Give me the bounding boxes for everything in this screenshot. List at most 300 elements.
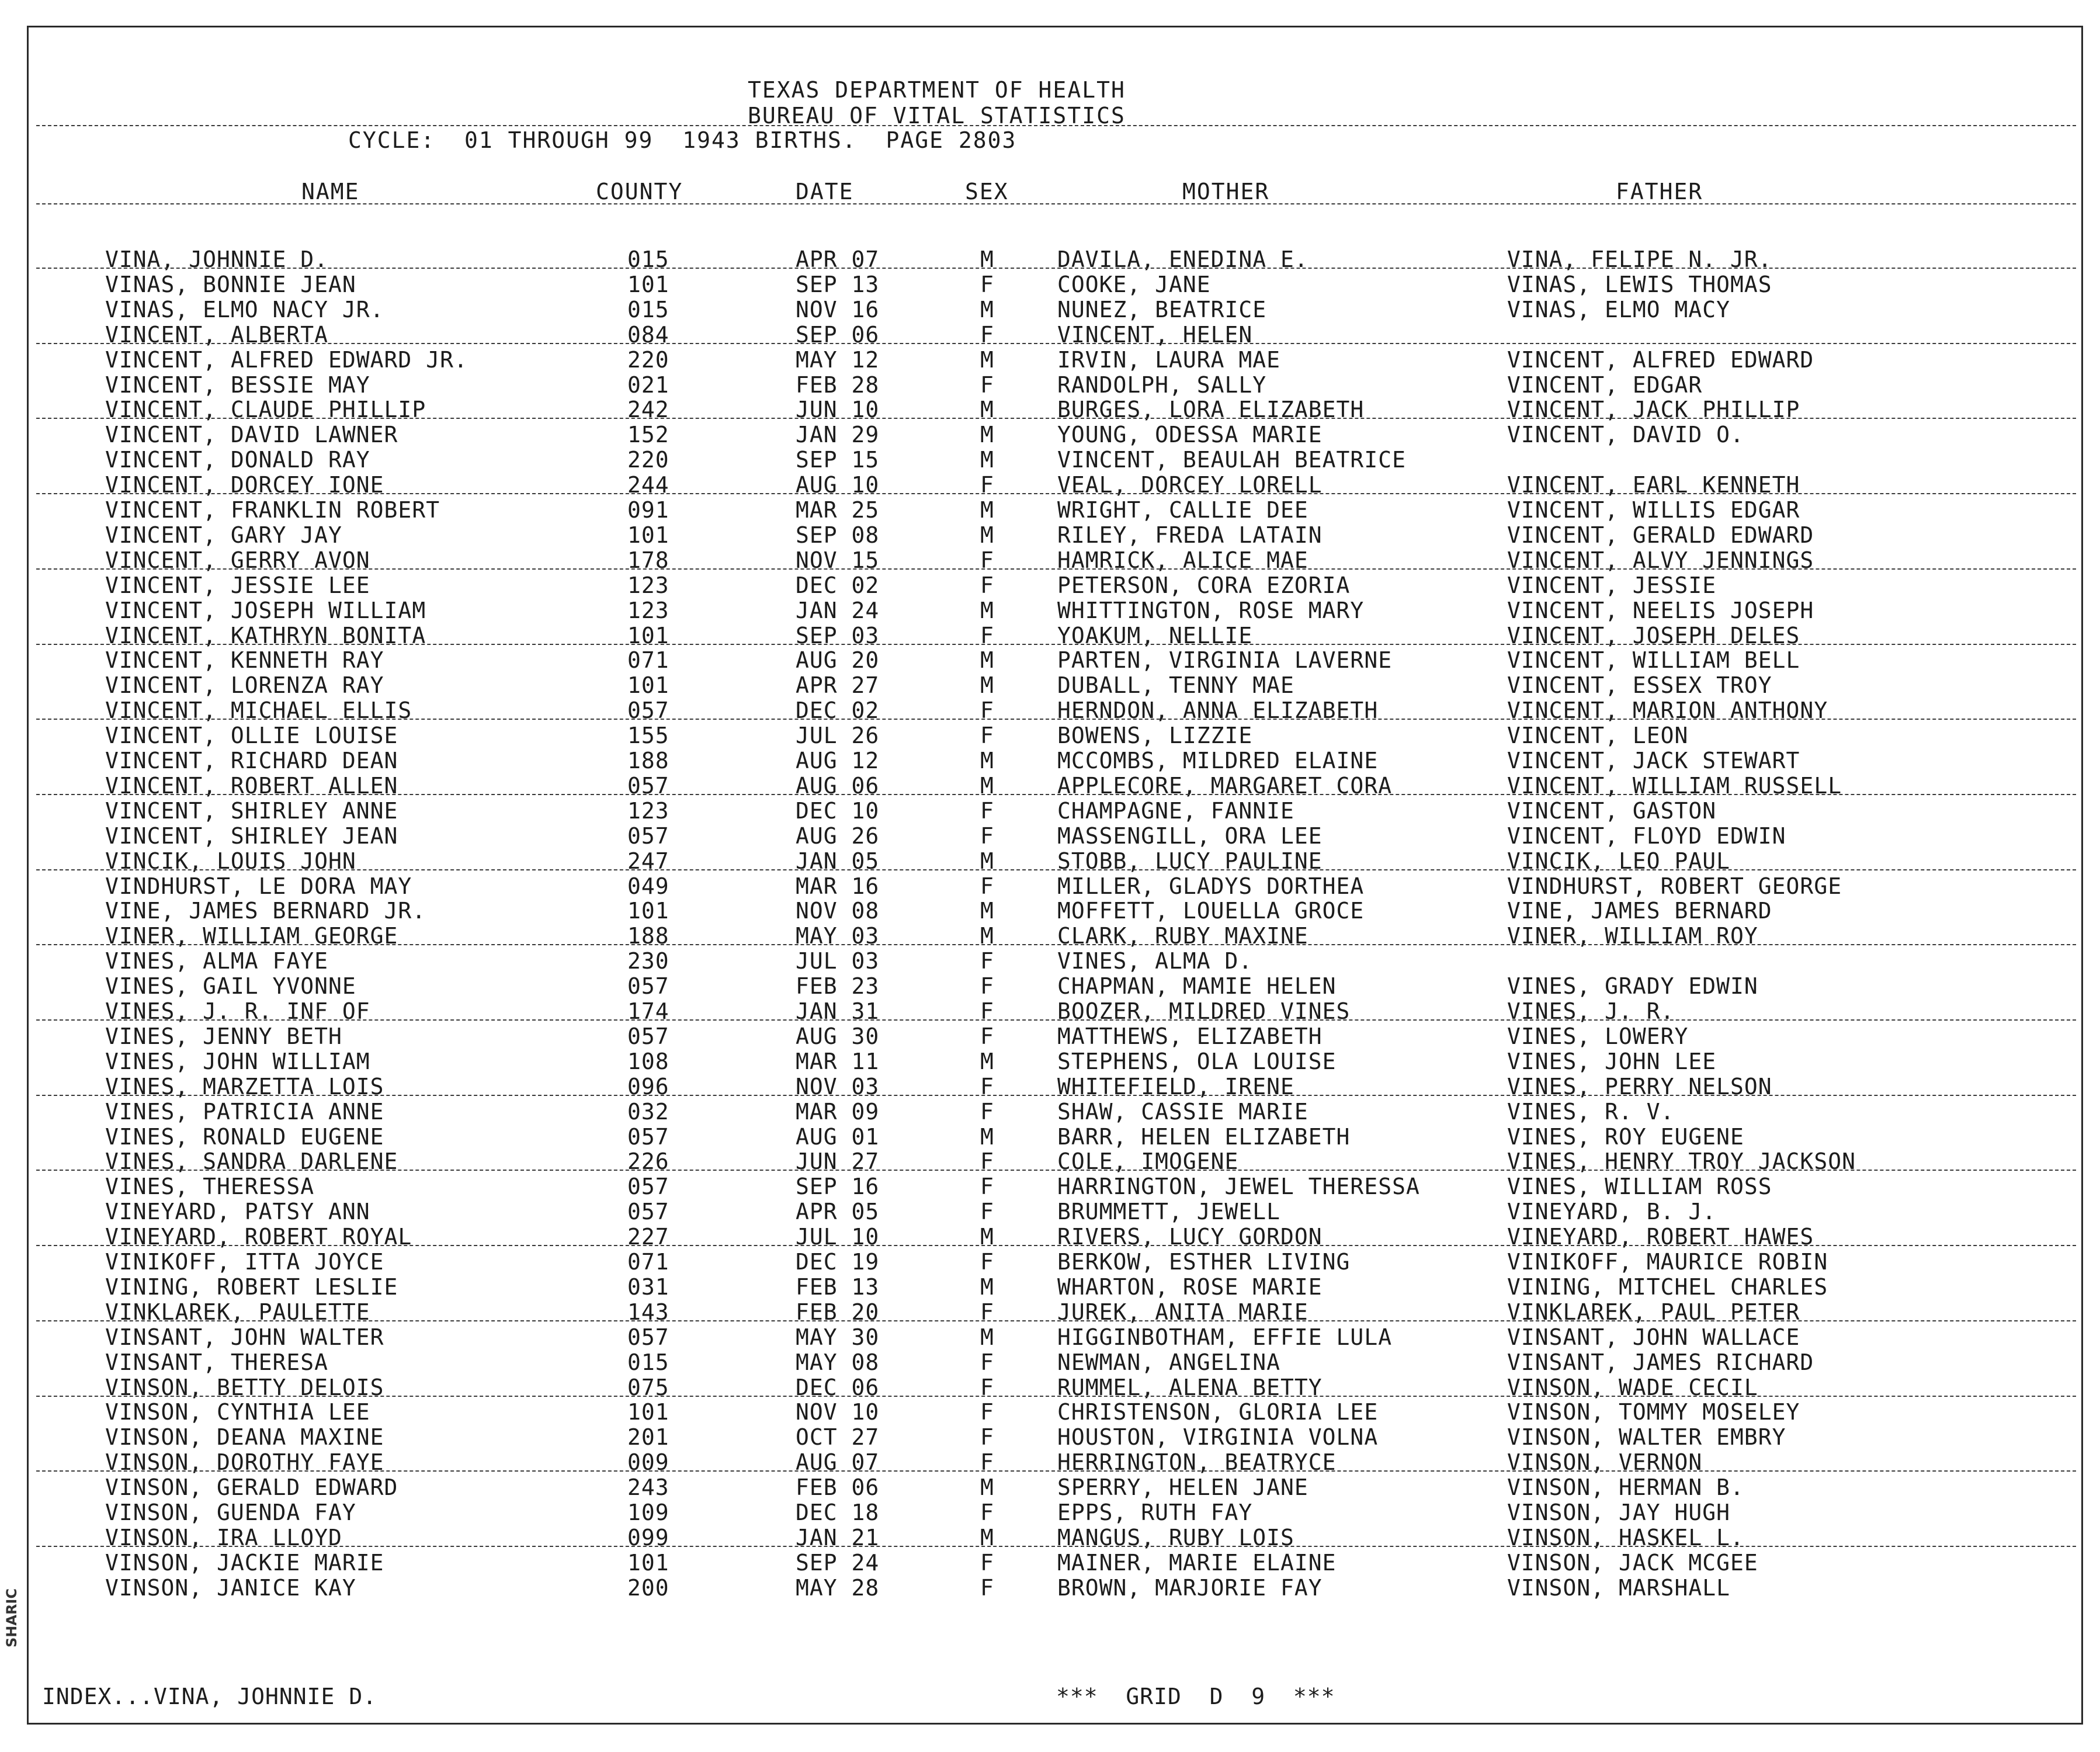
- record-county: 031: [627, 1274, 669, 1300]
- record-sex: M: [980, 1124, 994, 1150]
- record-father: VINE, JAMES BERNARD: [1507, 898, 1772, 924]
- record-county: 021: [627, 372, 669, 398]
- record-mother: MOFFETT, LOUELLA GROCE: [1057, 898, 1365, 924]
- column-county-heading: COUNTY: [596, 179, 683, 204]
- record-sex: F: [980, 1099, 994, 1125]
- record-father: VINCENT, GASTON: [1507, 798, 1717, 824]
- report-title: TEXAS DEPARTMENT OF HEALTH: [748, 77, 1126, 103]
- record-county: 101: [627, 623, 669, 648]
- record-date: JUN 10: [796, 397, 880, 422]
- record-sex: F: [980, 1174, 994, 1199]
- form-rule: [36, 1019, 2076, 1021]
- record-name: VINSON, GERALD EDWARD: [105, 1475, 398, 1500]
- record-date: JAN 31: [796, 998, 880, 1024]
- record-name: VINCENT, ROBERT ALLEN: [105, 773, 398, 799]
- record-name: VINES, JOHN WILLIAM: [105, 1049, 370, 1074]
- record-name: VINES, SANDRA DARLENE: [105, 1149, 398, 1174]
- record-mother: RANDOLPH, SALLY: [1057, 372, 1267, 398]
- record-father: VINSON, WADE CECIL: [1507, 1375, 1758, 1400]
- record-county: 099: [627, 1525, 669, 1550]
- record-name: VINCENT, RICHARD DEAN: [105, 748, 398, 773]
- record-mother: NEWMAN, ANGELINA: [1057, 1349, 1281, 1375]
- record-mother: SHAW, CASSIE MARIE: [1057, 1099, 1308, 1125]
- record-sex: F: [980, 623, 994, 648]
- record-mother: PARTEN, VIRGINIA LAVERNE: [1057, 647, 1393, 673]
- record-sex: F: [980, 1024, 994, 1049]
- record-mother: HIGGINBOTHAM, EFFIE LULA: [1057, 1324, 1393, 1350]
- record-mother: BURGES, LORA ELIZABETH: [1057, 397, 1365, 422]
- record-father: VINCENT, WILLIAM RUSSELL: [1507, 773, 1842, 799]
- record-date: MAY 12: [796, 347, 880, 373]
- record-sex: M: [980, 347, 994, 373]
- record-county: 091: [627, 497, 669, 523]
- record-county: 057: [627, 973, 669, 999]
- record-mother: CHAPMAN, MAMIE HELEN: [1057, 973, 1337, 999]
- record-father: VINCIK, LEO PAUL: [1507, 848, 1731, 874]
- record-mother: HERRINGTON, BEATRYCE: [1057, 1449, 1337, 1475]
- record-father: VINCENT, MARION ANTHONY: [1507, 698, 1828, 723]
- record-father: VINCENT, ALFRED EDWARD: [1507, 347, 1814, 373]
- record-mother: MAINER, MARIE ELAINE: [1057, 1550, 1337, 1576]
- record-mother: BROWN, MARJORIE FAY: [1057, 1575, 1323, 1601]
- record-father: VINCENT, WILLIS EDGAR: [1507, 497, 1800, 523]
- record-date: FEB 13: [796, 1274, 880, 1300]
- record-mother: RUMMEL, ALENA BETTY: [1057, 1375, 1323, 1400]
- record-mother: YOAKUM, NELLIE: [1057, 623, 1253, 648]
- record-mother: EPPS, RUTH FAY: [1057, 1500, 1253, 1525]
- form-rule: [36, 268, 2076, 269]
- record-father: VINSON, HASKEL L.: [1507, 1525, 1744, 1550]
- record-sex: M: [980, 247, 994, 272]
- record-sex: F: [980, 798, 994, 824]
- record-name: VINING, ROBERT LESLIE: [105, 1274, 398, 1300]
- record-mother: STEPHENS, OLA LOUISE: [1057, 1049, 1337, 1074]
- record-father: VINSANT, JAMES RICHARD: [1507, 1349, 1814, 1375]
- form-rule: [36, 1396, 2076, 1397]
- record-father: VINES, J. R.: [1507, 998, 1675, 1024]
- record-father: VINEYARD, ROBERT HAWES: [1507, 1224, 1814, 1250]
- record-father: VINDHURST, ROBERT GEORGE: [1507, 873, 1842, 899]
- record-name: VINCENT, FRANKLIN ROBERT: [105, 497, 440, 523]
- record-father: VINSANT, JOHN WALLACE: [1507, 1324, 1800, 1350]
- record-sex: F: [980, 372, 994, 398]
- record-county: 096: [627, 1074, 669, 1099]
- record-father: VINCENT, JOSEPH DELES: [1507, 623, 1800, 648]
- record-name: VINSON, CYNTHIA LEE: [105, 1399, 370, 1425]
- record-name: VINCENT, DAVID LAWNER: [105, 422, 398, 447]
- record-mother: RILEY, FREDA LATAIN: [1057, 522, 1323, 548]
- record-father: VINSON, VERNON: [1507, 1449, 1703, 1475]
- record-name: VINCIK, LOUIS JOHN: [105, 848, 356, 874]
- record-father: VINA, FELIPE N. JR.: [1507, 247, 1772, 272]
- record-sex: M: [980, 923, 994, 949]
- record-date: SEP 13: [796, 272, 880, 297]
- index-line: INDEX...VINA, JOHNNIE D.: [42, 1684, 377, 1709]
- record-date: FEB 28: [796, 372, 880, 398]
- record-father: VINCENT, GERALD EDWARD: [1507, 522, 1814, 548]
- record-sex: F: [980, 948, 994, 974]
- record-date: JAN 24: [796, 598, 880, 623]
- record-name: VINES, RONALD EUGENE: [105, 1124, 384, 1150]
- record-father: VINSON, MARSHALL: [1507, 1575, 1731, 1601]
- record-sex: F: [980, 1449, 994, 1475]
- record-name: VINES, THERESSA: [105, 1174, 315, 1199]
- record-father: VINER, WILLIAM ROY: [1507, 923, 1758, 949]
- record-date: APR 05: [796, 1199, 880, 1224]
- record-date: SEP 15: [796, 447, 880, 473]
- record-sex: M: [980, 672, 994, 698]
- record-date: MAR 25: [796, 497, 880, 523]
- record-name: VINES, PATRICIA ANNE: [105, 1099, 384, 1125]
- record-father: VINAS, LEWIS THOMAS: [1507, 272, 1772, 297]
- record-date: JAN 29: [796, 422, 880, 447]
- record-mother: BARR, HELEN ELIZABETH: [1057, 1124, 1351, 1150]
- record-county: 123: [627, 798, 669, 824]
- record-sex: F: [980, 272, 994, 297]
- record-sex: M: [980, 422, 994, 447]
- record-father: VINKLAREK, PAUL PETER: [1507, 1299, 1800, 1325]
- record-mother: VINCENT, HELEN: [1057, 322, 1253, 348]
- record-mother: HOUSTON, VIRGINIA VOLNA: [1057, 1424, 1379, 1450]
- record-name: VINSON, DOROTHY FAYE: [105, 1449, 384, 1475]
- record-sex: F: [980, 973, 994, 999]
- report-subtitle: BUREAU OF VITAL STATISTICS: [748, 103, 1126, 129]
- record-date: NOV 03: [796, 1074, 880, 1099]
- record-county: 101: [627, 522, 669, 548]
- form-rule: [36, 418, 2076, 419]
- record-name: VINES, JENNY BETH: [105, 1024, 342, 1049]
- header-rule: [36, 125, 2076, 126]
- record-date: SEP 03: [796, 623, 880, 648]
- record-mother: BERKOW, ESTHER LIVING: [1057, 1249, 1351, 1275]
- form-rule: [36, 568, 2076, 570]
- record-mother: APPLECORE, MARGARET CORA: [1057, 773, 1393, 799]
- record-county: 123: [627, 598, 669, 623]
- record-father: VINCENT, NEELIS JOSEPH: [1507, 598, 1814, 623]
- record-date: FEB 23: [796, 973, 880, 999]
- record-sex: M: [980, 1049, 994, 1074]
- record-date: OCT 27: [796, 1424, 880, 1450]
- record-county: 123: [627, 573, 669, 598]
- record-county: 188: [627, 748, 669, 773]
- record-sex: F: [980, 873, 994, 899]
- record-sex: M: [980, 773, 994, 799]
- record-county: 201: [627, 1424, 669, 1450]
- form-rule: [36, 1546, 2076, 1547]
- record-father: VINCENT, JACK STEWART: [1507, 748, 1800, 773]
- record-county: 152: [627, 422, 669, 447]
- form-rule: [36, 794, 2076, 795]
- record-father: VINCENT, WILLIAM BELL: [1507, 647, 1800, 673]
- record-county: 220: [627, 347, 669, 373]
- record-mother: CHAMPAGNE, FANNIE: [1057, 798, 1294, 824]
- record-name: VINIKOFF, ITTA JOYCE: [105, 1249, 384, 1275]
- column-mother-heading: MOTHER: [1182, 179, 1270, 204]
- record-county: 101: [627, 672, 669, 698]
- record-father: VINCENT, JACK PHILLIP: [1507, 397, 1800, 422]
- record-county: 071: [627, 1249, 669, 1275]
- record-county: 109: [627, 1500, 669, 1525]
- record-father: VINES, R. V.: [1507, 1099, 1675, 1125]
- record-father: VINES, PERRY NELSON: [1507, 1074, 1772, 1099]
- record-county: 244: [627, 472, 669, 498]
- record-mother: IRVIN, LAURA MAE: [1057, 347, 1281, 373]
- record-mother: CLARK, RUBY MAXINE: [1057, 923, 1308, 949]
- record-father: VINSON, WALTER EMBRY: [1507, 1424, 1786, 1450]
- record-date: AUG 12: [796, 748, 880, 773]
- record-name: VINSON, JACKIE MARIE: [105, 1550, 384, 1576]
- record-name: VINDHURST, LE DORA MAY: [105, 873, 412, 899]
- record-name: VINEYARD, PATSY ANN: [105, 1199, 370, 1224]
- record-date: JAN 05: [796, 848, 880, 874]
- record-father: VINCENT, ALVY JENNINGS: [1507, 547, 1814, 573]
- record-name: VINCENT, KENNETH RAY: [105, 647, 384, 673]
- record-mother: MILLER, GLADYS DORTHEA: [1057, 873, 1365, 899]
- record-date: MAR 16: [796, 873, 880, 899]
- record-mother: SPERRY, HELEN JANE: [1057, 1475, 1308, 1500]
- record-date: FEB 06: [796, 1475, 880, 1500]
- record-mother: MCCOMBS, MILDRED ELAINE: [1057, 748, 1379, 773]
- record-county: 101: [627, 272, 669, 297]
- form-rule: [36, 493, 2076, 494]
- record-county: 057: [627, 773, 669, 799]
- record-sex: M: [980, 397, 994, 422]
- record-sex: M: [980, 647, 994, 673]
- record-sex: F: [980, 1199, 994, 1224]
- record-name: VINES, ALMA FAYE: [105, 948, 329, 974]
- record-name: VINCENT, DONALD RAY: [105, 447, 370, 473]
- record-date: SEP 08: [796, 522, 880, 548]
- form-rule: [36, 719, 2076, 720]
- record-name: VINSON, BETTY DELOIS: [105, 1375, 384, 1400]
- side-stamp: SHARIC: [4, 1588, 20, 1647]
- record-county: 101: [627, 898, 669, 924]
- record-mother: HARRINGTON, JEWEL THERESSA: [1057, 1174, 1420, 1199]
- record-sex: F: [980, 698, 994, 723]
- record-county: 108: [627, 1049, 669, 1074]
- record-county: 032: [627, 1099, 669, 1125]
- record-name: VINSANT, JOHN WALTER: [105, 1324, 384, 1350]
- record-name: VINCENT, OLLIE LOUISE: [105, 723, 398, 748]
- record-date: JUN 27: [796, 1149, 880, 1174]
- record-county: 220: [627, 447, 669, 473]
- record-name: VINCENT, BESSIE MAY: [105, 372, 370, 398]
- record-name: VINCENT, CLAUDE PHILLIP: [105, 397, 426, 422]
- record-sex: M: [980, 898, 994, 924]
- record-county: 049: [627, 873, 669, 899]
- record-name: VINKLAREK, PAULETTE: [105, 1299, 370, 1325]
- column-sex-heading: SEX: [965, 179, 1009, 204]
- record-sex: F: [980, 1074, 994, 1099]
- record-father: VINAS, ELMO MACY: [1507, 297, 1731, 322]
- record-date: APR 27: [796, 672, 880, 698]
- column-heading-rule: [36, 203, 2076, 204]
- record-mother: BRUMMETT, JEWELL: [1057, 1199, 1281, 1224]
- record-date: DEC 10: [796, 798, 880, 824]
- record-sex: F: [980, 1550, 994, 1576]
- record-sex: F: [980, 1500, 994, 1525]
- column-name-heading: NAME: [301, 179, 360, 204]
- record-name: VINSON, JANICE KAY: [105, 1575, 356, 1601]
- record-county: 057: [627, 1124, 669, 1150]
- record-name: VINES, J. R. INF OF: [105, 998, 370, 1024]
- record-date: MAY 08: [796, 1349, 880, 1375]
- record-date: AUG 01: [796, 1124, 880, 1150]
- record-sex: F: [980, 547, 994, 573]
- record-county: 188: [627, 923, 669, 949]
- record-mother: VINCENT, BEAULAH BEATRICE: [1057, 447, 1406, 473]
- record-father: VINCENT, EARL KENNETH: [1507, 472, 1800, 498]
- record-date: NOV 08: [796, 898, 880, 924]
- record-county: 057: [627, 1174, 669, 1199]
- record-name: VINCENT, GARY JAY: [105, 522, 342, 548]
- record-county: 057: [627, 698, 669, 723]
- record-county: 057: [627, 823, 669, 849]
- form-rule: [36, 869, 2076, 870]
- record-date: NOV 16: [796, 297, 880, 322]
- record-name: VINCENT, DORCEY IONE: [105, 472, 384, 498]
- record-name: VINAS, ELMO NACY JR.: [105, 297, 384, 322]
- record-date: MAR 11: [796, 1049, 880, 1074]
- record-name: VINAS, BONNIE JEAN: [105, 272, 356, 297]
- record-sex: M: [980, 522, 994, 548]
- record-date: AUG 10: [796, 472, 880, 498]
- record-county: 226: [627, 1149, 669, 1174]
- record-father: VINES, HENRY TROY JACKSON: [1507, 1149, 1856, 1174]
- record-sex: M: [980, 297, 994, 322]
- record-mother: WRIGHT, CALLIE DEE: [1057, 497, 1308, 523]
- record-sex: M: [980, 748, 994, 773]
- record-date: NOV 15: [796, 547, 880, 573]
- record-sex: F: [980, 823, 994, 849]
- record-mother: BOWENS, LIZZIE: [1057, 723, 1253, 748]
- cycle-line: CYCLE: 01 THROUGH 99 1943 BIRTHS. PAGE 2803: [348, 127, 1017, 153]
- record-father: VINCENT, ESSEX TROY: [1507, 672, 1772, 698]
- record-name: VINCENT, GERRY AVON: [105, 547, 370, 573]
- record-county: 015: [627, 297, 669, 322]
- record-sex: F: [980, 1299, 994, 1325]
- record-name: VINCENT, JESSIE LEE: [105, 573, 370, 598]
- record-sex: M: [980, 447, 994, 473]
- record-date: MAR 09: [796, 1099, 880, 1125]
- column-date-heading: DATE: [796, 179, 854, 204]
- record-mother: RIVERS, LUCY GORDON: [1057, 1224, 1323, 1250]
- record-mother: JUREK, ANITA MARIE: [1057, 1299, 1308, 1325]
- record-sex: F: [980, 472, 994, 498]
- record-father: VINEYARD, B. J.: [1507, 1199, 1717, 1224]
- record-father: VINES, JOHN LEE: [1507, 1049, 1717, 1074]
- record-mother: HAMRICK, ALICE MAE: [1057, 547, 1308, 573]
- record-mother: VEAL, DORCEY LORELL: [1057, 472, 1323, 498]
- form-rule: [36, 944, 2076, 945]
- record-county: 243: [627, 1475, 669, 1500]
- record-sex: F: [980, 723, 994, 748]
- grid-line: *** GRID D 9 ***: [1056, 1684, 1335, 1709]
- record-name: VINA, JOHNNIE D.: [105, 247, 329, 272]
- record-name: VINES, MARZETTA LOIS: [105, 1074, 384, 1099]
- record-date: DEC 02: [796, 573, 880, 598]
- record-county: 227: [627, 1224, 669, 1250]
- record-mother: HERNDON, ANNA ELIZABETH: [1057, 698, 1379, 723]
- record-date: DEC 18: [796, 1500, 880, 1525]
- record-mother: MATTHEWS, ELIZABETH: [1057, 1024, 1323, 1049]
- record-county: 174: [627, 998, 669, 1024]
- record-name: VINSON, GUENDA FAY: [105, 1500, 356, 1525]
- form-rule: [36, 1095, 2076, 1096]
- record-sex: M: [980, 598, 994, 623]
- record-name: VINSON, DEANA MAXINE: [105, 1424, 384, 1450]
- record-county: 242: [627, 397, 669, 422]
- record-mother: DUBALL, TENNY MAE: [1057, 672, 1294, 698]
- record-father: VINES, ROY EUGENE: [1507, 1124, 1744, 1150]
- record-sex: M: [980, 497, 994, 523]
- record-name: VINSON, IRA LLOYD: [105, 1525, 342, 1550]
- record-father: VINCENT, EDGAR: [1507, 372, 1703, 398]
- record-sex: F: [980, 1349, 994, 1375]
- record-date: SEP 06: [796, 322, 880, 348]
- record-sex: M: [980, 1274, 994, 1300]
- record-name: VINCENT, KATHRYN BONITA: [105, 623, 426, 648]
- record-date: JAN 21: [796, 1525, 880, 1550]
- record-date: SEP 16: [796, 1174, 880, 1199]
- record-sex: M: [980, 1525, 994, 1550]
- record-date: AUG 20: [796, 647, 880, 673]
- record-father: VINSON, JACK MCGEE: [1507, 1550, 1758, 1576]
- record-mother: PETERSON, CORA EZORIA: [1057, 573, 1351, 598]
- record-date: DEC 06: [796, 1375, 880, 1400]
- record-date: SEP 24: [796, 1550, 880, 1576]
- record-mother: WHARTON, ROSE MARIE: [1057, 1274, 1323, 1300]
- form-rule: [36, 1170, 2076, 1171]
- record-sex: F: [980, 1249, 994, 1275]
- column-father-heading: FATHER: [1616, 179, 1703, 204]
- record-name: VINEYARD, ROBERT ROYAL: [105, 1224, 412, 1250]
- record-father: VINES, WILLIAM ROSS: [1507, 1174, 1772, 1199]
- record-county: 084: [627, 322, 669, 348]
- record-sex: M: [980, 1475, 994, 1500]
- record-county: 101: [627, 1550, 669, 1576]
- record-mother: CHRISTENSON, GLORIA LEE: [1057, 1399, 1379, 1425]
- record-name: VINCENT, LORENZA RAY: [105, 672, 384, 698]
- record-mother: BOOZER, MILDRED VINES: [1057, 998, 1351, 1024]
- record-county: 101: [627, 1399, 669, 1425]
- record-county: 009: [627, 1449, 669, 1475]
- record-mother: YOUNG, ODESSA MARIE: [1057, 422, 1323, 447]
- record-county: 143: [627, 1299, 669, 1325]
- record-mother: VINES, ALMA D.: [1057, 948, 1253, 974]
- record-sex: F: [980, 573, 994, 598]
- record-name: VINSANT, THERESA: [105, 1349, 329, 1375]
- record-father: VINING, MITCHEL CHARLES: [1507, 1274, 1828, 1300]
- record-county: 015: [627, 1349, 669, 1375]
- form-rule: [36, 343, 2076, 344]
- record-name: VINER, WILLIAM GEORGE: [105, 923, 398, 949]
- record-county: 155: [627, 723, 669, 748]
- record-sex: F: [980, 1399, 994, 1425]
- record-date: DEC 19: [796, 1249, 880, 1275]
- record-county: 075: [627, 1375, 669, 1400]
- record-county: 230: [627, 948, 669, 974]
- record-sex: F: [980, 1149, 994, 1174]
- record-mother: STOBB, LUCY PAULINE: [1057, 848, 1323, 874]
- record-date: JUL 10: [796, 1224, 880, 1250]
- record-name: VINCENT, ALFRED EDWARD JR.: [105, 347, 468, 373]
- record-date: AUG 06: [796, 773, 880, 799]
- record-sex: M: [980, 848, 994, 874]
- record-county: 200: [627, 1575, 669, 1601]
- record-date: JUL 03: [796, 948, 880, 974]
- form-rule: [36, 1245, 2076, 1246]
